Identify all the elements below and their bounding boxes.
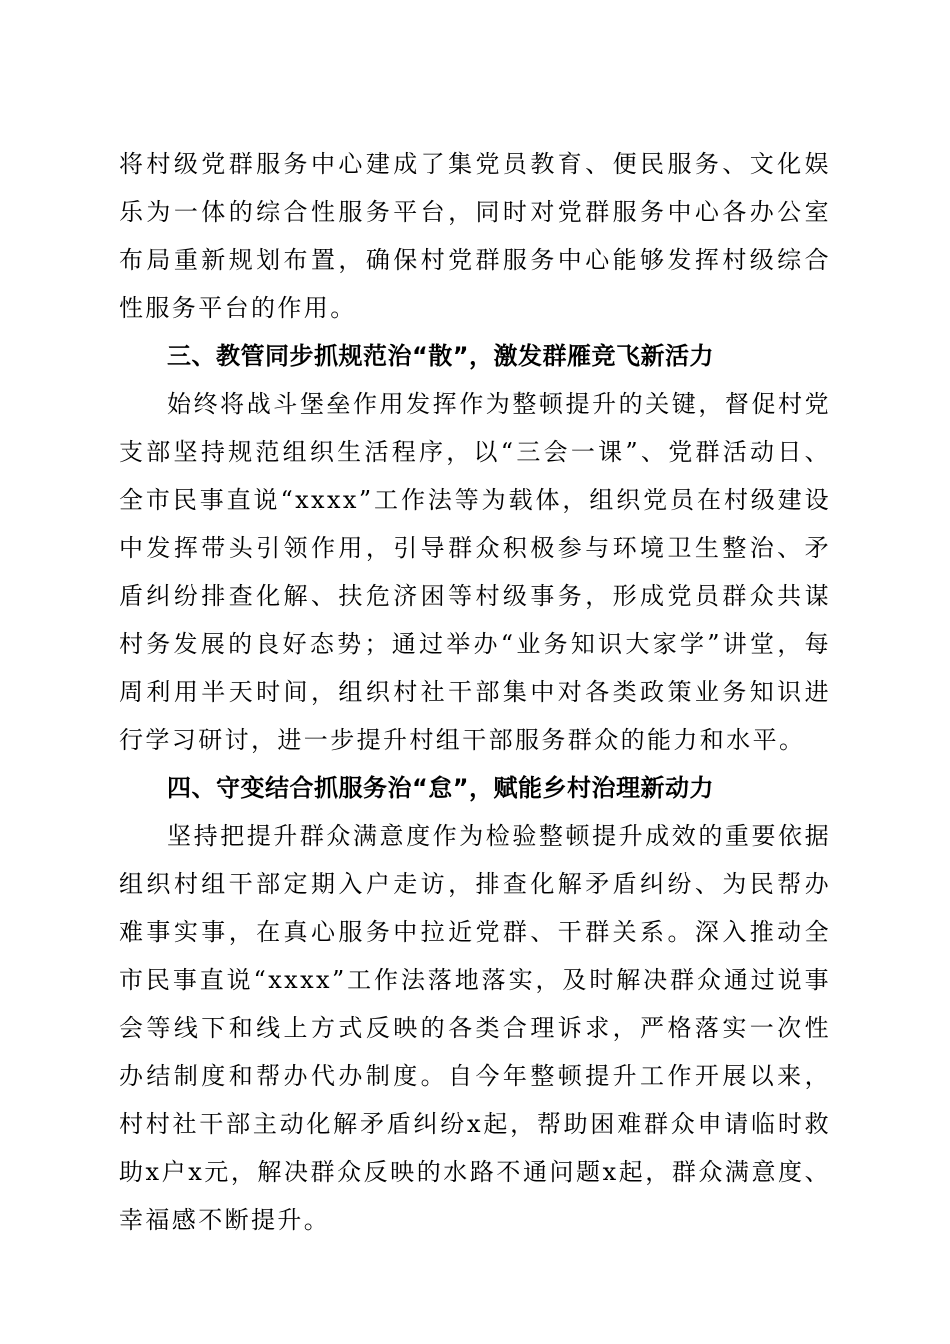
paragraph-section-3: 始终将战斗堡垒作用发挥作为整顿提升的关键，督促村党支部坚持规范组织生活程序，以“三会一课”、党群活动日、全市民事直说“xxxx”工作法等为载体，组织党员在村级建设中发挥带头引领作用，引导群众积极参与环境卫生整治、矛盾纠纷排查化解、扶危济困等村级事务，形成党员群众共谋村务发展的良好态势；通过举办“业务知识大家学”讲堂，每周利用半天时间，组织村社干部集中对各类政策业务知识进行学习研讨，进一步提升村组干部服务群众的能力和水平。 <box>119 390 831 754</box>
paragraph-intro: 将村级党群服务中心建成了集党员教育、便民服务、文化娱乐为一体的综合性服务平台，同时对党群服务中心各办公室布局重新规划布置，确保村党群服务中心能够发挥村级综合性服务平台的作用。 <box>119 150 831 322</box>
section-heading-4: 四、守变结合抓服务治“怠”，赋能乡村治理新动力 <box>167 774 715 802</box>
document-body <box>119 140 831 1244</box>
paragraph-section-4: 坚持把提升群众满意度作为检验整顿提升成效的重要依据组织村组干部定期入户走访，排查化解矛盾纠纷、为民帮办难事实事，在真心服务中拉近党群、干群关系。深入推动全市民事直说“xxxx”工作法落地落实，及时解决群众通过说事会等线下和线上方式反映的各类合理诉求，严格落实一次性办结制度和帮办代办制度。自今年整顿提升工作开展以来，村村社干部主动化解矛盾纠纷x起，帮助困难群众申请临时救助x户x元，解决群众反映的水路不通问题x起，群众满意度、幸福感不断提升。 <box>119 822 831 1234</box>
section-heading-3: 三、教管同步抓规范治“散”，激发群雁竞飞新活力 <box>167 342 715 370</box>
